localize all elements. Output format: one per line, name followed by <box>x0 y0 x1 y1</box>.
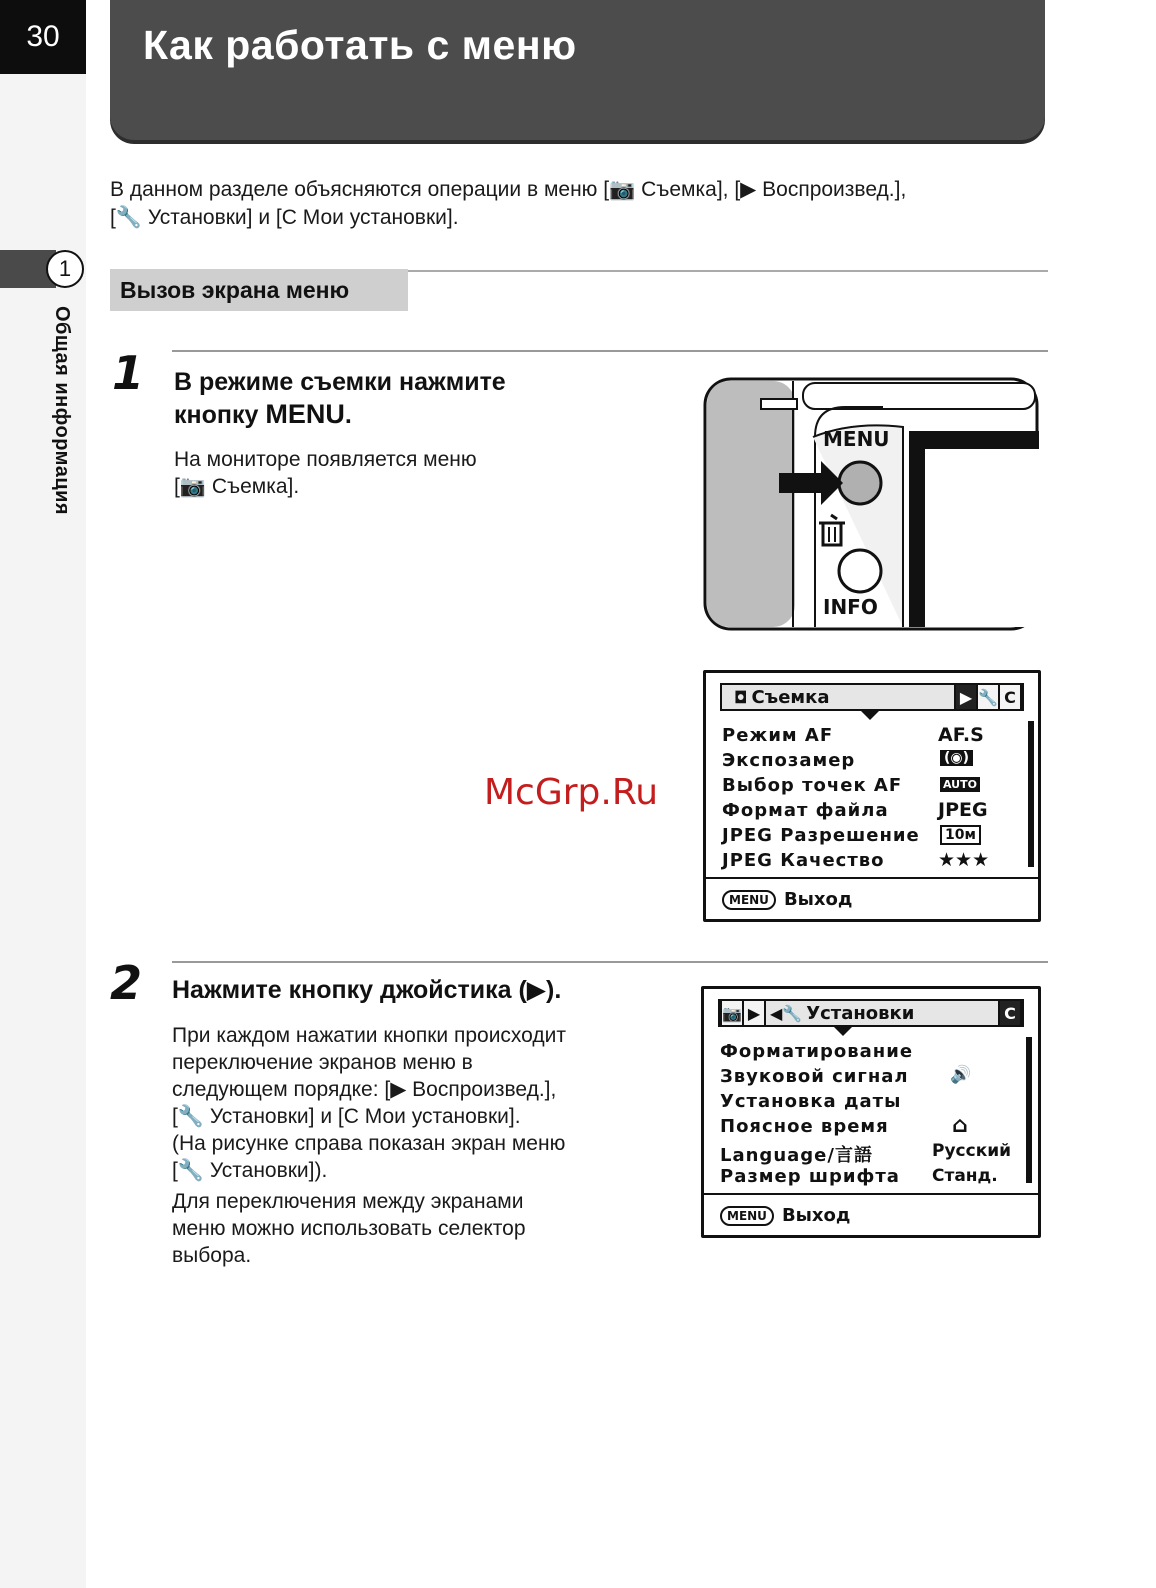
lcd2-row-value: Станд. <box>932 1166 998 1186</box>
step1-divider <box>172 350 1048 352</box>
lcd1-tab-setup: 🔧 <box>976 683 1000 711</box>
lcd2-row-label: Размер шрифта <box>720 1166 900 1187</box>
camera-icon: ◘ <box>734 687 748 707</box>
page-number: 30 <box>0 0 86 74</box>
lcd2-row-label: Форматирование <box>720 1041 914 1062</box>
lcd1-scrollbar <box>1028 721 1034 867</box>
step2-number: 2 <box>110 956 143 1010</box>
lcd2-row-value: ⌂ <box>952 1113 968 1138</box>
lcd2-pointer-icon <box>834 1027 852 1036</box>
lcd1-row-label: JPEG Разрешение <box>722 825 920 846</box>
menu-button-label: MENU <box>823 427 890 451</box>
chapter-label: Общая информация <box>51 306 73 516</box>
lcd1-pointer-icon <box>861 711 879 720</box>
intro-line-1: В данном разделе объясняются операции в меню [📷 Съемка], [▶ Воспроизвед.], <box>110 178 907 201</box>
lcd1-row-value: ★★★ <box>938 849 990 871</box>
side-margin <box>0 74 86 1588</box>
lcd-shooting-menu <box>703 670 1041 922</box>
step1-title-line1: В режиме съемки нажмите <box>174 368 506 396</box>
camera-illustration <box>703 377 1039 633</box>
lcd1-footer <box>722 889 852 910</box>
step1-title-suffix: . <box>344 401 352 429</box>
lcd2-row-label: Поясное время <box>720 1116 889 1137</box>
lcd1-tabs <box>956 683 1022 711</box>
step2-body-line: выбора. <box>172 1244 252 1267</box>
step1-number: 1 <box>112 346 145 400</box>
lcd1-row-value: AUTO <box>940 777 980 792</box>
step2-body <box>172 1022 566 1269</box>
lcd2-footer-label: Выход <box>781 1205 851 1226</box>
page-title: Как работать с меню <box>143 22 577 68</box>
step1-body-line2: [📷 Съемка]. <box>174 475 300 498</box>
step2-divider <box>172 961 1048 963</box>
lcd1-tab-play: ▶ <box>954 683 978 711</box>
lcd2-header-title: Установки <box>806 1002 915 1024</box>
step1-title <box>174 366 506 431</box>
lcd1-row-label: Режим AF <box>722 725 834 746</box>
lcd1-row-label: Выбор точек AF <box>722 775 903 796</box>
lcd1-row-value: JPEG <box>938 799 988 821</box>
lcd1-tab-custom: C <box>998 683 1022 711</box>
step2-body-line: Для переключения между экранами <box>172 1190 524 1213</box>
lcd-setup-menu <box>701 986 1041 1238</box>
step1-menu-word: MENU <box>265 399 345 429</box>
intro-paragraph <box>110 176 1050 232</box>
step2-body-line: (На рисунке справа показан экран меню <box>172 1132 566 1155</box>
watermark: McGrp.Ru <box>484 772 659 813</box>
lcd2-scrollbar <box>1026 1037 1032 1183</box>
step2-body-line: следующем порядке: [▶ Воспроизвед.], <box>172 1078 557 1101</box>
step2-body-line: При каждом нажатии кнопки происходит <box>172 1024 567 1047</box>
lcd2-row-label: Звуковой сигнал <box>720 1066 909 1087</box>
lcd1-row-value: 10м <box>940 825 981 845</box>
lcd1-row-value: (◉) <box>940 750 973 766</box>
lcd1-row-label: Формат файла <box>722 800 889 821</box>
lcd2-row-value: 🔊 <box>950 1065 972 1085</box>
section-divider <box>408 270 1048 272</box>
step1-body <box>174 446 477 500</box>
lcd1-footer-label: Выход <box>783 889 853 910</box>
step2-title: Нажмите кнопку джойстика (▶). <box>172 976 562 1004</box>
lcd1-row-label: JPEG Качество <box>722 850 885 871</box>
menu-button-icon: MENU <box>722 890 776 910</box>
info-button-label: INFO <box>823 595 878 619</box>
lcd2-tab-custom: C <box>998 999 1022 1027</box>
step2-body-line: [🔧 Установки]). <box>172 1159 328 1182</box>
lcd2-footer-divider <box>704 1193 1038 1195</box>
chapter-number: 1 <box>46 250 84 288</box>
step1-title-line2 <box>174 398 506 431</box>
lcd1-footer-divider <box>706 877 1038 879</box>
lcd1-header-title: Съемка <box>751 686 830 708</box>
lcd2-tabs-right <box>1000 999 1022 1027</box>
step2-body-line: меню можно использовать селектор <box>172 1217 526 1240</box>
lcd2-header <box>718 999 1024 1027</box>
lcd2-row-label: Установка даты <box>720 1091 902 1112</box>
menu-button-icon: MENU <box>720 1206 774 1226</box>
step2-body-line: переключение экранов меню в <box>172 1051 473 1074</box>
step2-body-line: [🔧 Установки] и [C Мои установки]. <box>172 1105 521 1128</box>
lcd1-row-value: AF.S <box>938 724 984 746</box>
wrench-icon: ◀🔧 <box>770 1003 803 1023</box>
lcd2-tab-play: ▶ <box>742 999 766 1027</box>
lcd1-row-label: Экспозамер <box>722 750 856 771</box>
lcd2-row-label: Language/言語 <box>720 1145 873 1166</box>
step1-body-line1: На мониторе появляется меню <box>174 448 477 471</box>
section-heading: Вызов экрана меню <box>110 269 408 311</box>
lcd2-tab-camera: 📷 <box>720 999 744 1027</box>
lcd1-header <box>720 683 1024 711</box>
lcd2-row-value: Русский <box>932 1141 1012 1161</box>
lcd2-footer <box>720 1205 850 1226</box>
step1-title-prefix: кнопку <box>174 401 266 429</box>
header-band <box>110 0 1045 140</box>
intro-line-2: [🔧 Установки] и [C Мои установки]. <box>110 206 459 229</box>
